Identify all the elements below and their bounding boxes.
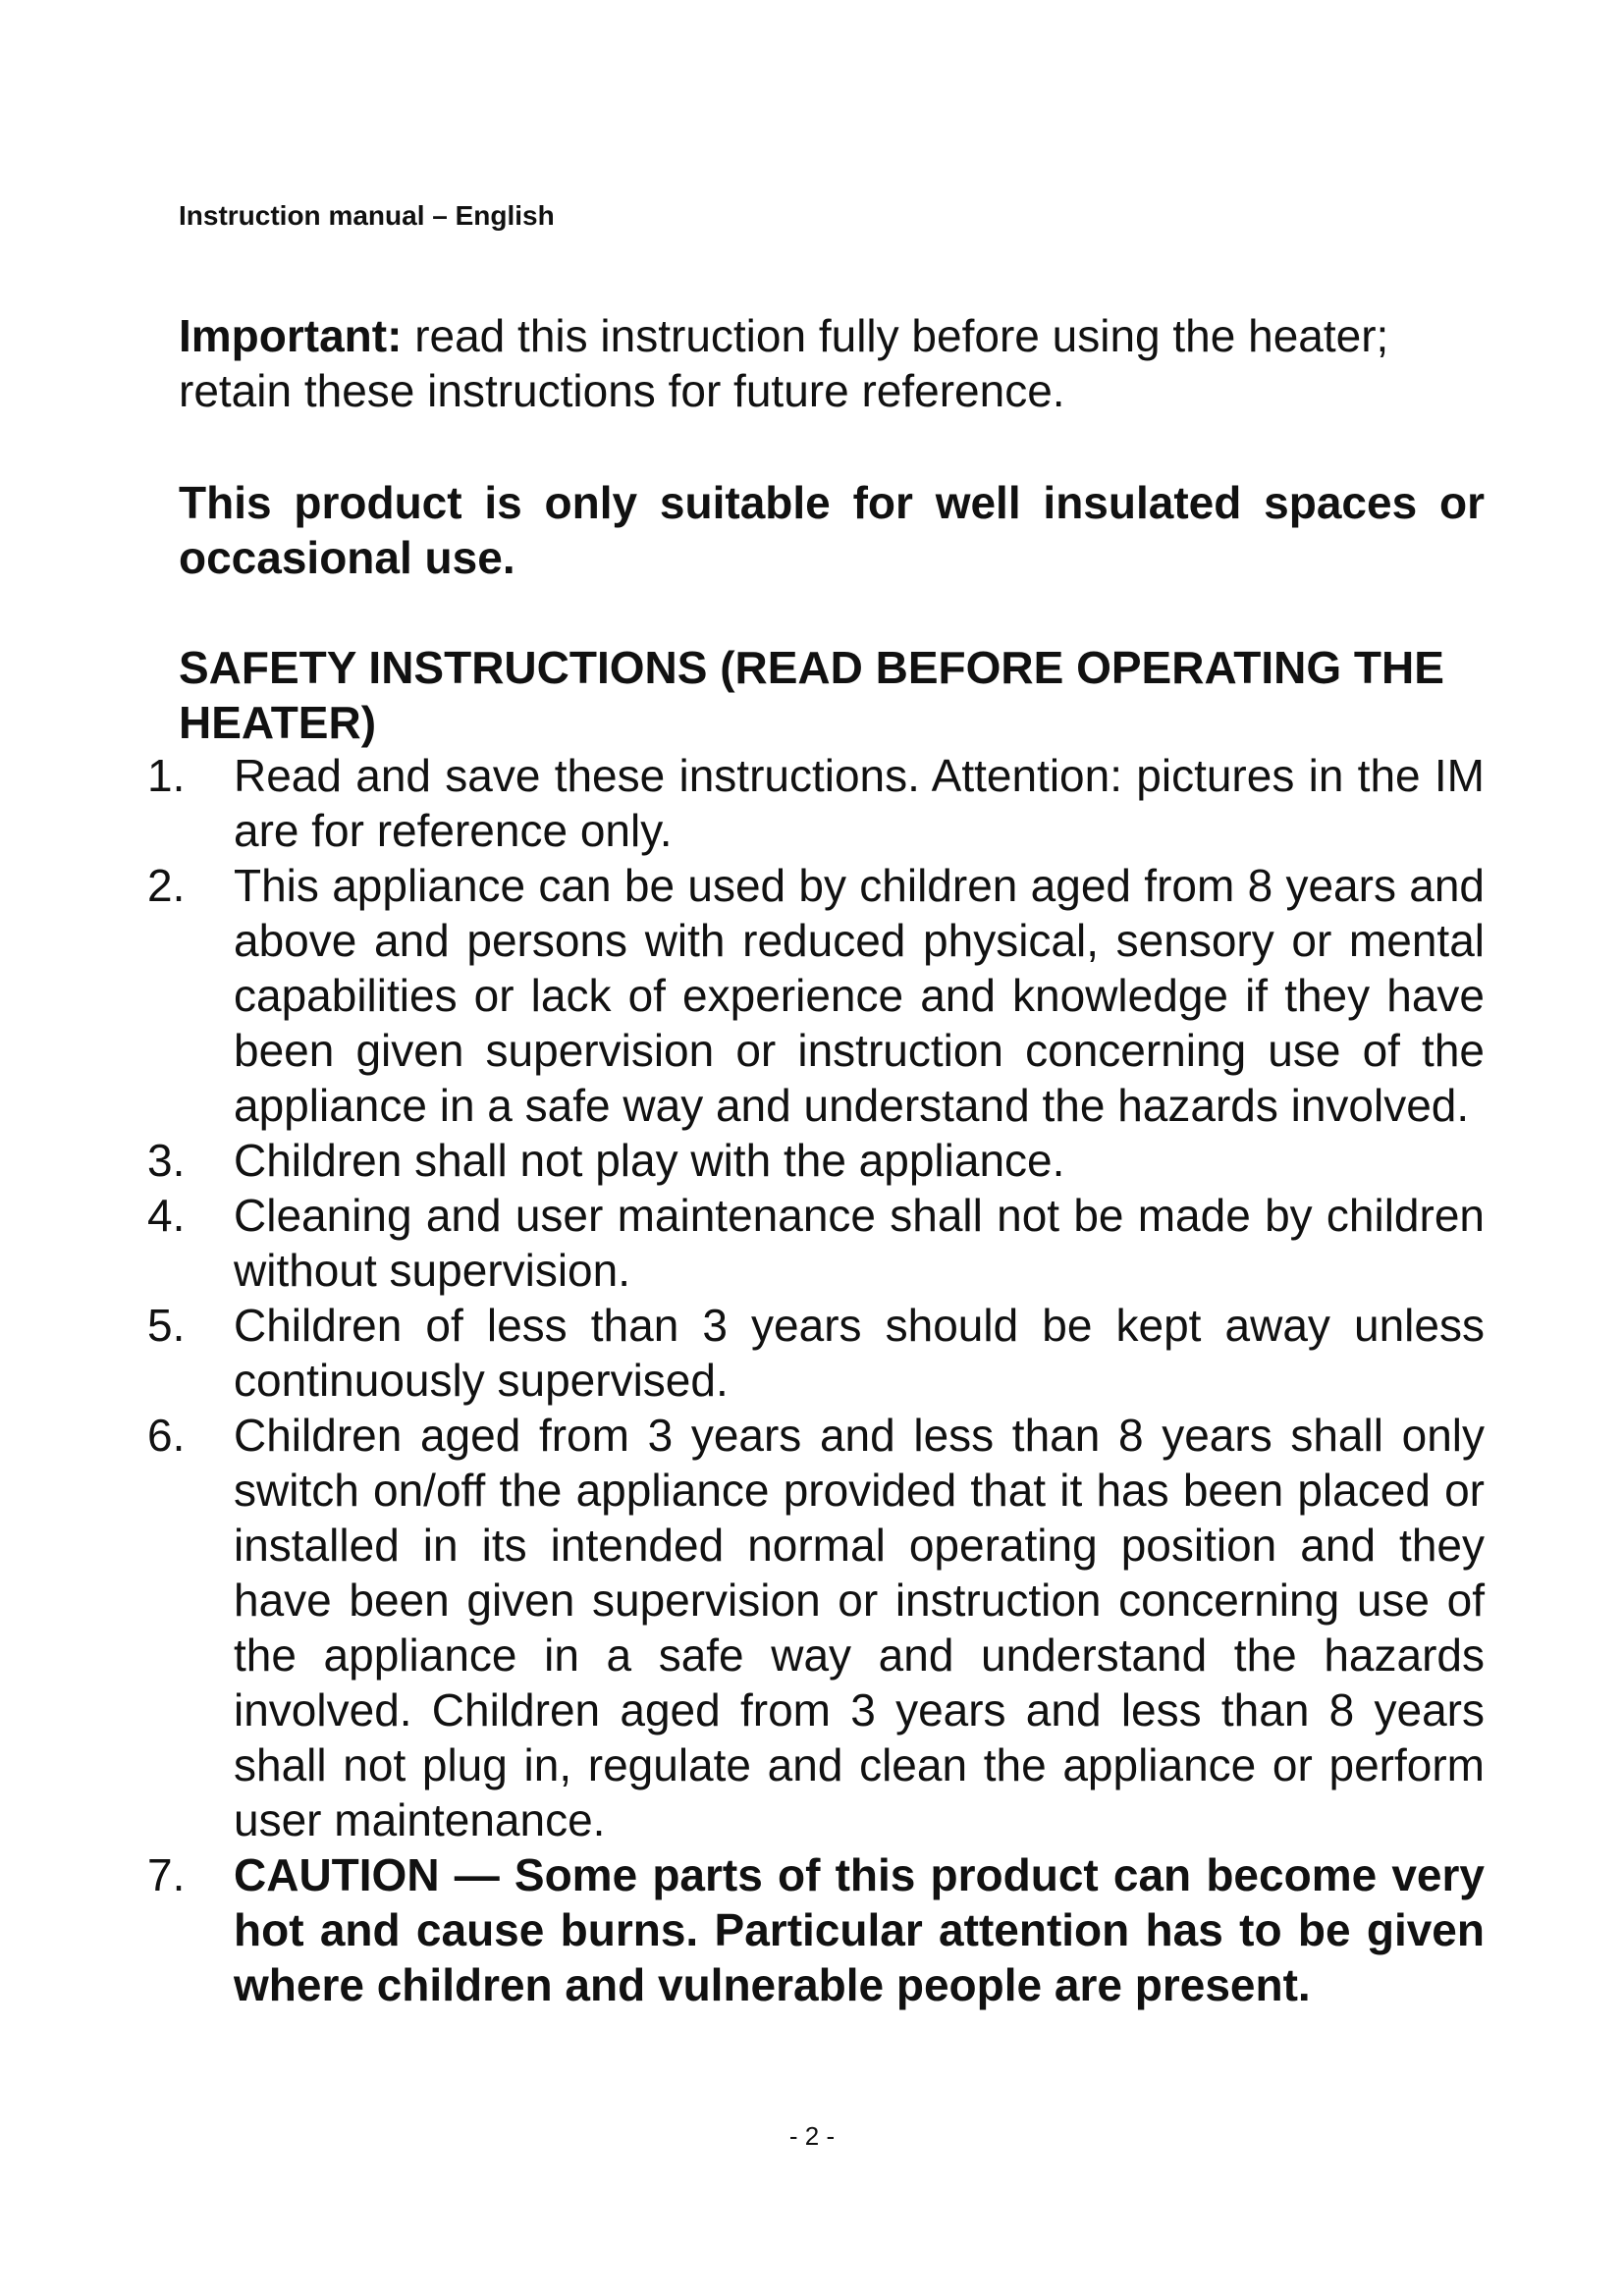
item-text: Read and save these instructions. Attention: pictures in the IM are for reference only. xyxy=(234,750,1485,856)
safety-item-5 xyxy=(147,1298,1485,1408)
document-header: Instruction manual – English xyxy=(179,200,555,231)
important-text: read this instruction fully before using the heater; retain these instructions for future reference. xyxy=(179,310,1389,416)
item-number: 4. xyxy=(147,1190,186,1241)
safety-instructions-list xyxy=(147,748,1485,2012)
safety-item-7-caution xyxy=(147,1847,1485,2012)
important-notice xyxy=(179,308,1485,418)
safety-instructions-heading: SAFETY INSTRUCTIONS (READ BEFORE OPERATING THE HEATER) xyxy=(179,642,1444,748)
item-text: Children aged from 3 years and less than 8 years shall only switch on/off the appliance provided that it has been placed or installed in its intended normal operating position and they have been given supervision or instruction concerning use of the appliance in a safe way and understand the hazards involved. Children aged from 3 years and less than 8 years shall not plug in, regulate and clean the appliance or perform user maintenance. xyxy=(234,1410,1485,1845)
suitability-notice: This product is only suitable for well insulated spaces or occasional use. xyxy=(179,477,1485,583)
safety-item-2 xyxy=(147,858,1485,1133)
item-number: 6. xyxy=(147,1410,186,1461)
item-number: 5. xyxy=(147,1300,186,1351)
item-number: 7. xyxy=(147,1849,186,1900)
safety-item-3 xyxy=(147,1133,1485,1188)
item-number: 3. xyxy=(147,1135,186,1186)
important-label: Important: xyxy=(179,310,403,361)
item-number: 1. xyxy=(147,750,186,801)
item-number: 2. xyxy=(147,860,186,911)
safety-item-6 xyxy=(147,1408,1485,1847)
item-text: This appliance can be used by children aged from 8 years and above and persons with reduced physical, sensory or mental capabilities or lack of experience and knowledge if they have been given supervision or instruction concerning use of the appliance in a safe way and understand the hazards involved. xyxy=(234,860,1485,1131)
page-number: - 2 - xyxy=(788,2121,836,2151)
item-text: Children of less than 3 years should be kept away unless continuously supervised. xyxy=(234,1300,1485,1406)
safety-item-1 xyxy=(147,748,1485,858)
item-text: Cleaning and user maintenance shall not be made by children without supervision. xyxy=(234,1190,1485,1296)
item-text: CAUTION — Some parts of this product can become very hot and cause burns. Particular attention has to be given where children and vulnerable people are present. xyxy=(234,1849,1485,2010)
item-text: Children shall not play with the appliance. xyxy=(234,1135,1065,1186)
safety-item-4 xyxy=(147,1188,1485,1298)
